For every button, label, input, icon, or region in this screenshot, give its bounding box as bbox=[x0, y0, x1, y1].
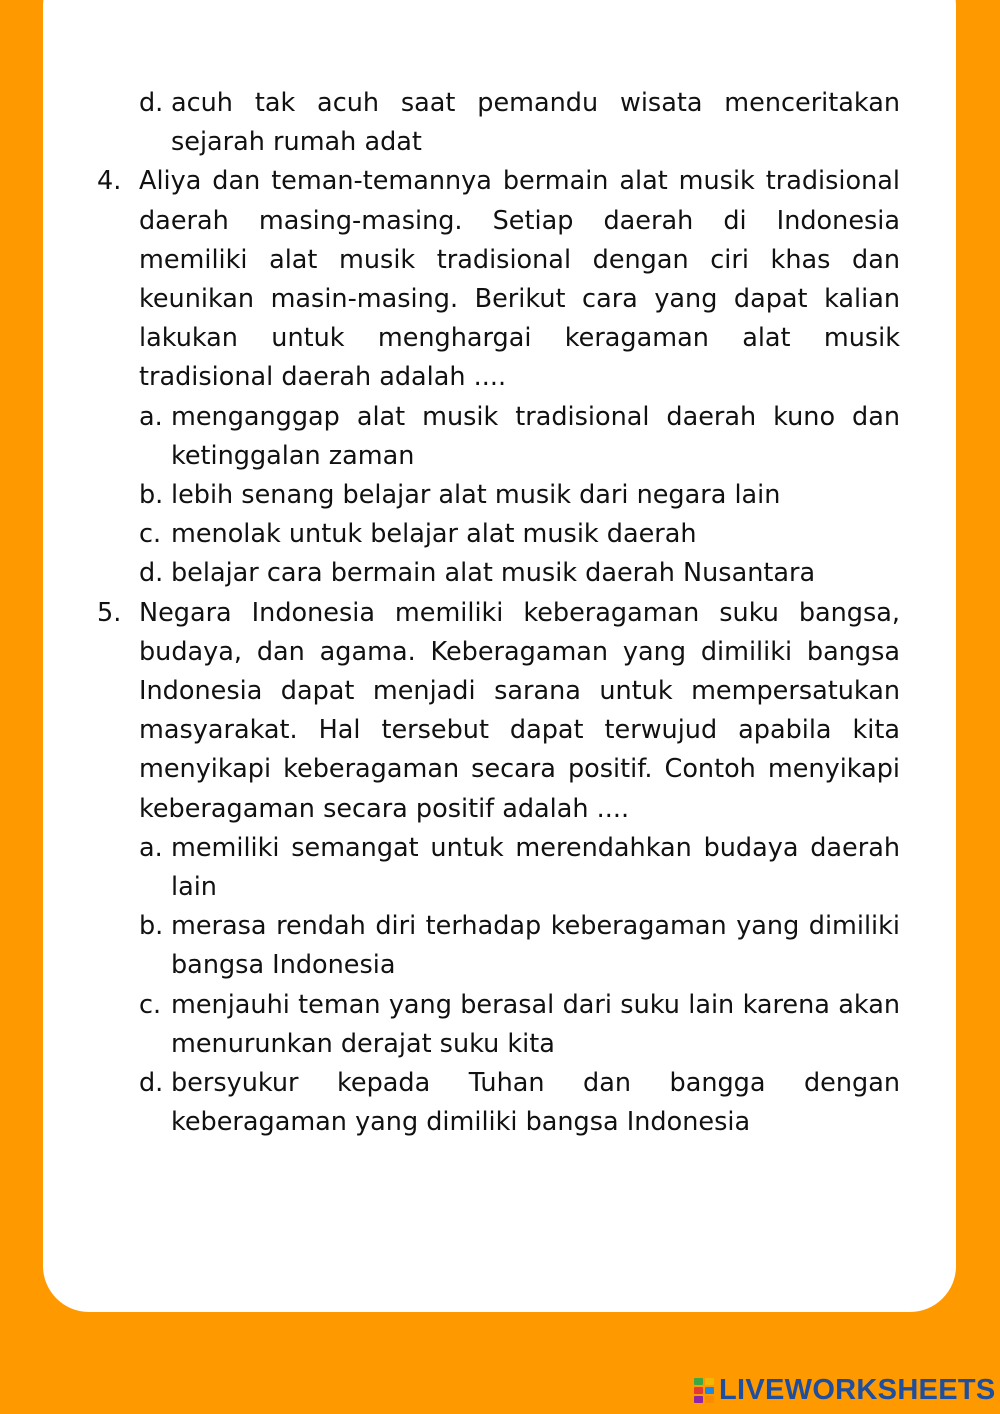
question-number: 4. bbox=[97, 166, 122, 197]
question-4-option-d bbox=[139, 554, 900, 593]
option-text: merasa rendah diri terhadap keberagaman yang dimiliki bangsa Indonesia bbox=[171, 911, 900, 981]
question-5-option-b bbox=[139, 907, 900, 985]
option-text: acuh tak acuh saat pemandu wisata menceritakan sejarah rumah adat bbox=[171, 88, 900, 158]
option-text: belajar cara bermain alat musik daerah Nusantara bbox=[171, 558, 816, 589]
option-letter: d. bbox=[139, 1068, 164, 1099]
liveworksheets-logo-icon bbox=[694, 1378, 714, 1403]
option-letter: c. bbox=[139, 519, 162, 550]
logo-text: LIVEWORKSHEETS bbox=[719, 1374, 996, 1406]
option-text: menjauhi teman yang berasal dari suku lain karena akan menurunkan derajat suku kita bbox=[171, 989, 900, 1059]
question-5-option-c bbox=[139, 986, 900, 1064]
option-letter: a. bbox=[139, 832, 163, 863]
option-letter: b. bbox=[139, 480, 164, 511]
option-letter: a. bbox=[139, 401, 163, 432]
option-text: memiliki semangat untuk merendahkan budaya daerah lain bbox=[171, 832, 900, 903]
option-letter: d. bbox=[139, 558, 164, 589]
question-5-option-d bbox=[139, 1064, 900, 1142]
option-text: menolak untuk belajar alat musik daerah bbox=[171, 519, 697, 550]
question-4-option-c bbox=[139, 515, 900, 554]
question-4 bbox=[97, 162, 900, 397]
question-text: Aliya dan teman-temannya bermain alat musik tradisional daerah masing-masing. Setiap daerah di Indonesia memiliki alat musik tradisional dengan ciri khas dan keunikan masin-masing. Berikut cara yang dapat kalian lakukan untuk menghargai keragaman alat musik tradisional daerah adalah .... bbox=[139, 166, 900, 393]
question-4-option-b bbox=[139, 476, 900, 515]
question-number: 5. bbox=[97, 597, 122, 628]
question-4-option-a bbox=[139, 398, 900, 476]
option-d-previous bbox=[139, 84, 900, 162]
liveworksheets-logo[interactable] bbox=[694, 1374, 996, 1406]
question-text: Negara Indonesia memiliki keberagaman suku bangsa, budaya, dan agama. Keberagaman yang dimiliki bangsa Indonesia dapat menjadi sarana untuk mempersatukan masyarakat. Hal tersebut dapat terwujud apabila kita menyikapi keberagaman secara positif. Contoh menyikapi keberagaman secara positif adalah .... bbox=[139, 597, 900, 824]
option-letter: b. bbox=[139, 911, 164, 942]
option-letter: c. bbox=[139, 989, 162, 1020]
option-text: bersyukur kepada Tuhan dan bangga dengan keberagaman yang dimiliki bangsa Indonesia bbox=[171, 1068, 900, 1138]
worksheet-content bbox=[97, 84, 900, 1142]
question-5 bbox=[97, 594, 900, 829]
question-5-option-a bbox=[139, 829, 900, 907]
option-letter: d. bbox=[139, 88, 164, 118]
option-text: menganggap alat musik tradisional daerah kuno dan ketinggalan zaman bbox=[171, 401, 900, 471]
option-text: lebih senang belajar alat musik dari negara lain bbox=[171, 480, 781, 511]
